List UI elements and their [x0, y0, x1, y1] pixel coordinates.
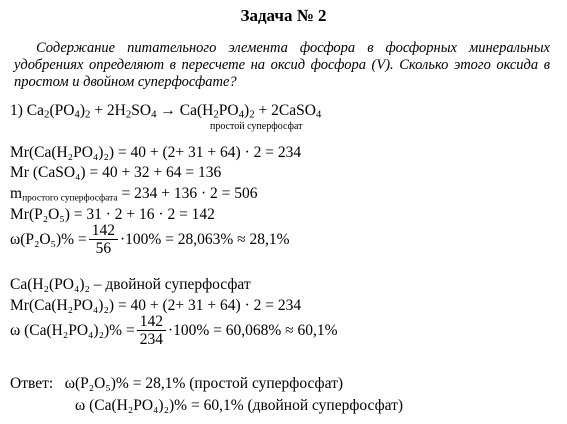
- fraction-double: ω (Ca(H₂PO₄)₂)% = $\frac{142}{234}$ ·100% = 60,068% ≈ 60,1%: [10, 313, 338, 348]
- reaction-equation: 1) $Ca_2(PO_4)_2 + 2H_2SO_4 \to Ca(H_2PO_4)_2$ + 2CaSO$_4$: [10, 102, 322, 121]
- mr-p2o5: Mr(P₂O₅) = 31 · 2 + 16 · 2 = 142: [10, 206, 215, 223]
- double-heading: Ca(H₂(PO₄)₂ – двойной суперфосфат: [10, 276, 251, 293]
- reaction-product-label: простой суперфосфат: [210, 121, 303, 132]
- mr-ca-h2po4: Mr(Ca(H₂PO₄)₂) = 40 + (2+ 31 + 64) · 2 = 234: [10, 144, 302, 161]
- answer-line-2: ω (Ca(H₂PO₄)₂)% = 60,1% (двойной суперфосфат): [75, 397, 404, 414]
- page-title: Задача № 2: [240, 6, 327, 25]
- fraction-p2o5: ω(P₂O₅)% = $\frac{142}{56}$ ·100% = 28,063% ≈ 28,1%: [10, 222, 290, 257]
- double-mr: Mr(Ca(H₂PO₄)₂) = 40 + (2+ 31 + 64) · 2 = 234: [10, 297, 302, 314]
- mr-caso4: Mr (CaSO₄) = 40 + 32 + 64 = 136: [10, 164, 222, 181]
- answer-line-1: Ответ: ω(P₂O₅)% = 28,1% (простой суперфосфат): [10, 375, 344, 392]
- mass-simple-superphosphate: $m_{простого суперфосфата} = 234 + 136 \cdot 2 = 506$: [10, 185, 258, 204]
- task-text: Содержание питательного элемента фосфора в фосфорных минеральных удобрениях определяют в пересчете на оксид фосфора (V). Сколько этого оксида в простом и двойном суперфосфате?: [14, 40, 550, 90]
